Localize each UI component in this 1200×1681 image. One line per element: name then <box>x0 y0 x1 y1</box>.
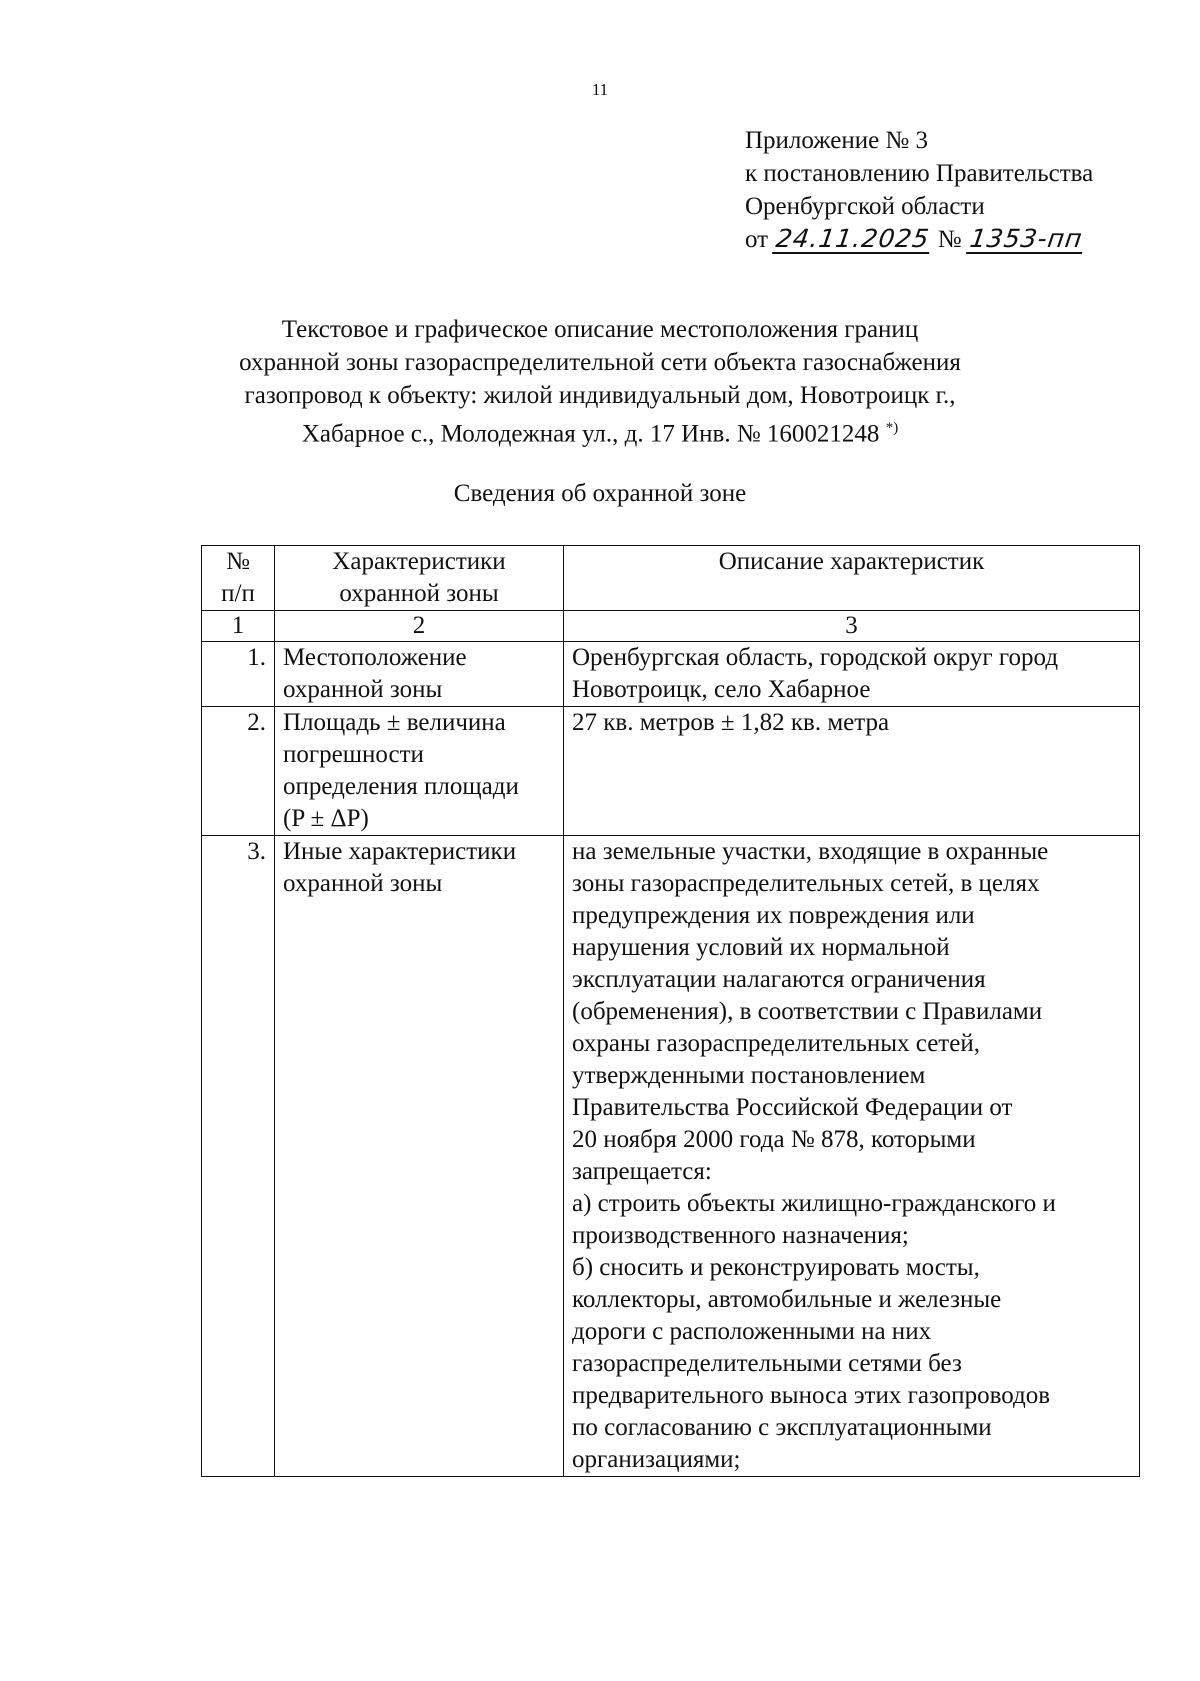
title-line: газопровод к объекту: жилой индивидуальный дом, Новотроицк г., <box>244 382 956 409</box>
header-description <box>564 546 1140 611</box>
row-description <box>564 642 1140 707</box>
description-line: производственного назначения; <box>572 1222 909 1249</box>
title-line: Текстовое и графическое описание местоположения границ <box>281 316 919 343</box>
header-num-line: № <box>226 548 250 575</box>
description-line: дороги с расположенными на них <box>572 1318 932 1345</box>
characteristic-line: (P ± ΔP) <box>283 805 369 832</box>
title-line-text: Хабарное с., Молодежная ул., д. 17 Инв. № 160021248 <box>301 420 880 448</box>
description-line: на земельные участки, входящие в охранные <box>572 838 1049 865</box>
appendix-region: Оренбургской области <box>745 193 985 220</box>
description-line: (обременения), в соответствии с Правилами <box>572 998 1043 1025</box>
description-line: утвержденными постановлением <box>572 1062 926 1089</box>
description-line: предупреждения их повреждения или <box>572 902 975 929</box>
appendix-title: Приложение № 3 <box>745 127 929 154</box>
description-line: б) сносить и реконструировать мосты, <box>572 1254 980 1281</box>
table-row <box>202 707 1140 836</box>
appendix-date-line <box>745 223 1093 256</box>
header-char-line: охранной зоны <box>339 580 499 607</box>
column-number: 3 <box>564 611 1140 642</box>
characteristic-line: охранной зоны <box>283 870 443 897</box>
description-line: Оренбургская область, городской округ город <box>572 644 1059 671</box>
table-header-row <box>202 546 1140 611</box>
row-description <box>564 836 1140 1477</box>
characteristic-line: определения площади <box>283 773 519 800</box>
row-number: 1. <box>202 642 275 707</box>
characteristic-line: Иные характеристики <box>283 838 517 865</box>
characteristic-line: охранной зоны <box>283 676 443 703</box>
description-line: Новотроицк, село Хабарное <box>572 676 871 703</box>
title-line-last <box>150 412 1050 450</box>
row-characteristic <box>275 707 564 836</box>
number-label: № <box>937 226 962 253</box>
description-line: предварительного выноса этих газопроводов <box>572 1382 1051 1409</box>
title-line: охранной зоны газораспределительной сети объекта газоснабжения <box>239 349 961 376</box>
table-row <box>202 642 1140 707</box>
zone-table <box>201 545 1140 1477</box>
description-line: 20 ноября 2000 года № 878, которыми <box>572 1126 976 1153</box>
row-number: 2. <box>202 707 275 836</box>
header-num-line: п/п <box>221 580 255 607</box>
characteristic-line: Местоположение <box>283 644 467 671</box>
table-body <box>202 642 1140 1477</box>
description-line: нарушения условий их нормальной <box>572 934 950 961</box>
row-characteristic <box>275 836 564 1477</box>
header-num <box>202 546 275 611</box>
description-line: организациями; <box>572 1446 741 1473</box>
description-line: Правительства Российской Федерации от <box>572 1094 1013 1121</box>
document-title <box>150 313 1050 450</box>
page-number: 11 <box>591 80 609 99</box>
appendix-resolution: к постановлению Правительства <box>745 160 1094 187</box>
section-subtitle: Сведения об охранной зоне <box>453 480 747 507</box>
row-description <box>564 707 1140 836</box>
description-line: газораспределительными сетями без <box>572 1350 962 1377</box>
appendix-block <box>745 124 1093 256</box>
header-desc-line: Описание характеристик <box>718 548 985 575</box>
description-line: эксплуатации налагаются ограничения <box>572 966 986 993</box>
characteristic-line: погрешности <box>283 741 424 768</box>
header-characteristics <box>275 546 564 611</box>
description-line: охраны газораспределительных сетей, <box>572 1030 980 1057</box>
from-label: от <box>745 226 769 253</box>
description-line: коллекторы, автомобильные и железные <box>572 1286 1002 1313</box>
row-characteristic <box>275 642 564 707</box>
description-line: 27 кв. метров ± 1,82 кв. метра <box>572 709 890 736</box>
column-number: 1 <box>202 611 275 642</box>
description-line: зоны газораспределительных сетей, в целях <box>572 870 1040 897</box>
description-line: запрещается: <box>572 1158 712 1185</box>
table-row <box>202 836 1140 1477</box>
characteristic-line: Площадь ± величина <box>283 709 506 736</box>
description-line: по согласованию с эксплуатационными <box>572 1414 992 1441</box>
handwritten-date: 24.11.2025 <box>772 226 933 254</box>
column-number-row <box>202 611 1140 642</box>
header-char-line: Характеристики <box>332 548 506 575</box>
footnote-mark: *) <box>885 420 899 436</box>
description-line: а) строить объекты жилищно-гражданского и <box>572 1190 1056 1217</box>
handwritten-number: 1353-пп <box>966 226 1086 254</box>
row-number: 3. <box>202 836 275 1477</box>
column-number: 2 <box>275 611 564 642</box>
